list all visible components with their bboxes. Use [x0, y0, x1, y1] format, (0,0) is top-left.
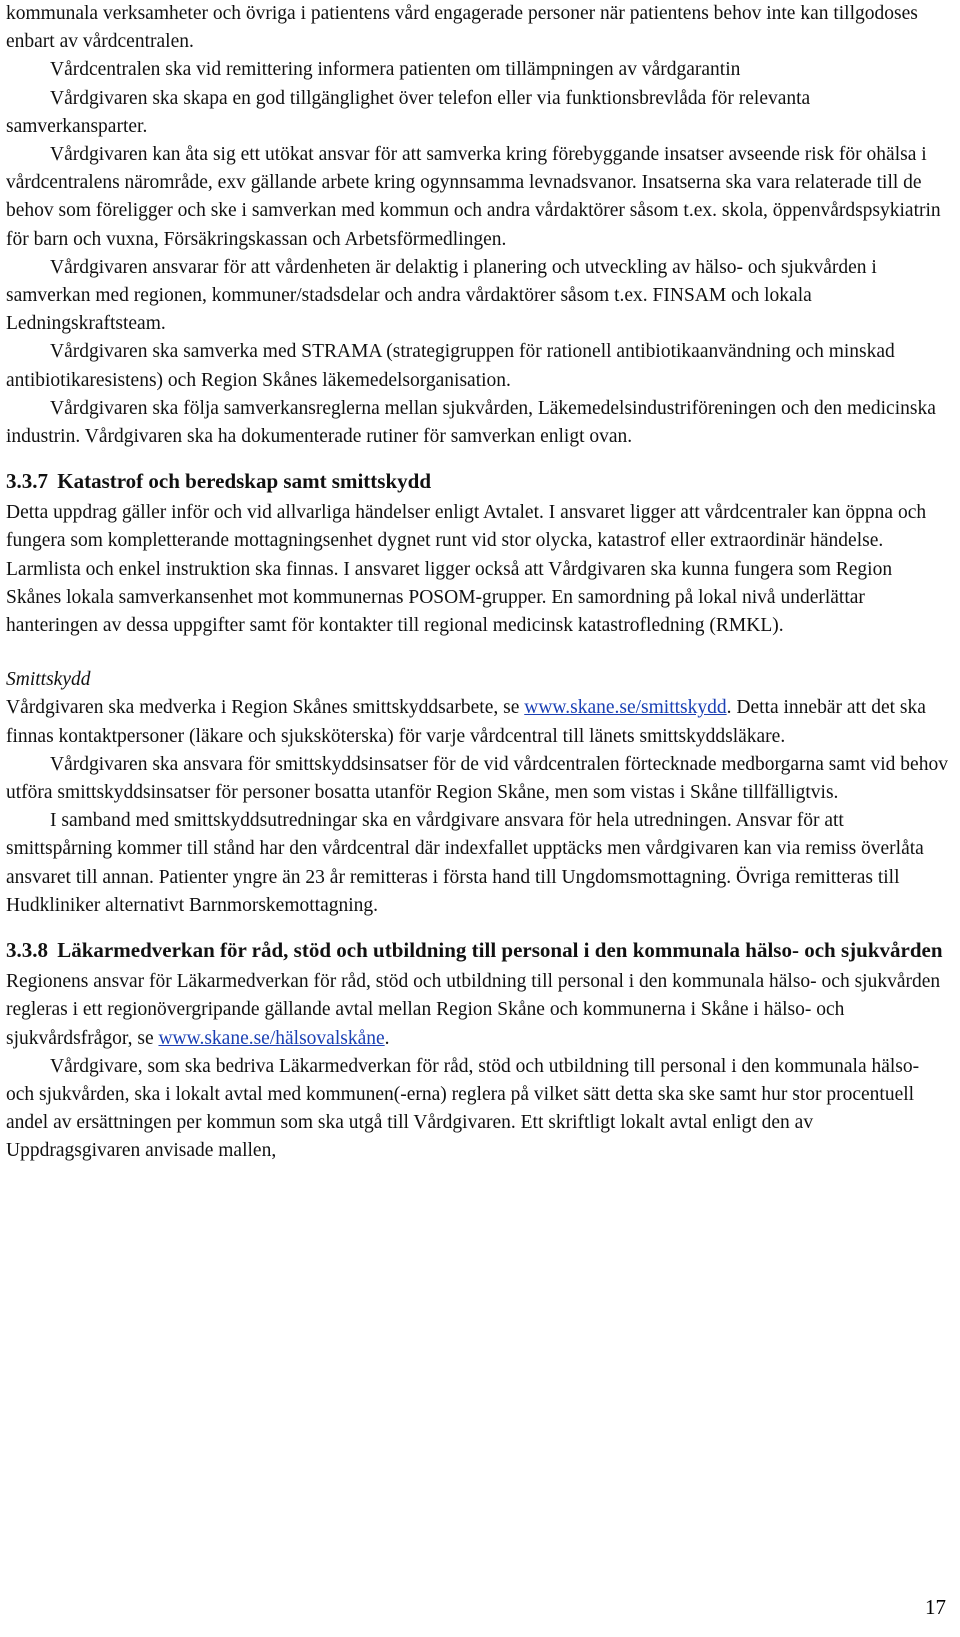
section-338-paragraph-1 [6, 968, 950, 1053]
section-337-paragraph-2 [6, 694, 950, 750]
intro-paragraph-6: Vårdgivaren ska samverka med STRAMA (strategigruppen för rationell antibiotikaanvändning och minskad antibiotikaresistens) och Region Skånes läkemedelsorganisation. [6, 341, 895, 391]
section-number: 3.3.7 [6, 469, 48, 494]
subheading-smittskydd: Smittskydd [6, 669, 91, 691]
section-337-paragraph-1: Detta uppdrag gäller inför och vid allvarliga händelser enligt Avtalet. I ansvaret ligger att vårdcentraler kan öppna och fungera som kompletterande mottagningsenhet dygnet runt vid stor olycka, katastrof eller extraordinär händelse. Larmlista och enkel instruktion ska finnas. I ansvaret ligger också att Vårdgivaren ska kunna fungera som Region Skånes lokala samverkansenhet mot kommunernas POSOM-grupper. En samordning på lokal nivå underlättar hanteringen av dessa uppgifter samt för kontakter till regional medicinsk katastrofledning (RMKL). [6, 502, 927, 637]
intro-paragraph-7: Vårdgivaren ska följa samverkansreglerna mellan sjukvården, Läkemedelsindustriföreningen och den medicinska industrin. Vårdgivaren ska ha dokumenterade rutiner för samverkan enligt ovan. [6, 397, 936, 448]
smittskydd-link[interactable]: www.skane.se/smittskydd [524, 697, 727, 719]
page-number: 17 [925, 1595, 946, 1619]
text-fragment: . [384, 1027, 390, 1049]
section-title: Katastrof och beredskap samt smittskydd [57, 469, 432, 494]
section-title: Läkarmedverkan för råd, stöd och utbildning till personal i den kommunala hälso- och sjukvården [57, 938, 943, 963]
text-fragment: Regionens ansvar för Läkarmedverkan för råd, stöd och utbildning till personal i den kommunala hälso- och sjukvården regleras i ett regionövergripande gällande avtal mellan Region Skåne och kommunerna i Skåne i hälso- och sjukvårdsfrågor, se [6, 971, 941, 1049]
intro-paragraph-2: Vårdcentralen ska vid remittering informera patienten om tillämpningen av vårdgarantin [50, 59, 741, 81]
document-page [6, 0, 950, 1637]
intro-paragraph-1: kommunala verksamheter och övriga i patientens vård engagerade personer när patientens behov inte kan tillgodoses enbart av vårdcentralen. [6, 3, 918, 53]
section-heading-338 [6, 936, 950, 964]
section-337-paragraph-3: Vårdgivaren ska ansvara för smittskyddsinsatser för de vid vårdcentralen förtecknade medborgarna samt vid behov utföra smittskyddsinsatser för personer bosatta utanför Region Skåne, men som vistas i Skåne tillfälligtvis. [6, 753, 948, 804]
text-fragment: Vårdgivaren ska medverka i Region Skånes smittskyddsarbete, se [6, 697, 525, 719]
intro-paragraph-5: Vårdgivaren ansvarar för att vårdenheten är delaktig i planering och utveckling av hälso- och sjukvården i samverkan med regionen, kommuner/stadsdelar och andra vårdaktörer såsom t.ex. FINSAM och lokala Ledningskraftsteam. [6, 256, 877, 335]
halsovalskane-link[interactable]: www.skane.se/hälsovalskåne [158, 1027, 385, 1049]
intro-paragraph-3: Vårdgivaren ska skapa en god tillgänglighet över telefon eller via funktionsbrevlåda för relevanta samverkansparter. [6, 87, 811, 137]
section-338-paragraph-2: Vårdgivare, som ska bedriva Läkarmedverkan för råd, stöd och utbildning till personal i den kommunala hälso- och sjukvården, ska i lokalt avtal med kommunen(-erna) reglera på vilket sätt detta ska ske samt hur stor procentuell andel av ersättningen per kommun som ska utgå till Vårdgivaren. Ett skriftligt lokalt avtal enligt den av Uppdragsgivaren anvisade mallen, [6, 1055, 920, 1162]
intro-paragraph-4: Vårdgivaren kan åta sig ett utökat ansvar för att samverka kring förebyggande insatser avseende risk för ohälsa i vårdcentralens närområde, exv gällande arbete kring ogynnsamma levnadsvanor. Insatserna ska vara relaterade till de behov som föreligger och ske i samverkan med kommun och andra vårdaktörer såsom t.ex. skola, öppenvårdspsykiatrin för barn och vuxna, Försäkringskassan och Arbetsförmedlingen. [6, 144, 941, 250]
section-heading-337 [6, 467, 950, 495]
section-337-paragraph-4: I samband med smittskyddsutredningar ska en vårdgivare ansvara för hela utredningen. Ansvar för att smittspårning kommer till stånd har den vårdcentral där indexfallet upptäcks men vårdgivaren kan via remiss överlåta ansvaret till annan. Patienter yngre än 23 år remitteras i första hand till Ungdomsmottagning. Övriga remitteras till Hudkliniker alternativt Barnmorskemottagning. [6, 810, 924, 916]
section-number: 3.3.8 [6, 938, 48, 963]
text-fragment: . Detta innebär att det ska finnas kontaktpersoner (läkare och sjuksköterska) för varje vårdcentral till länets smittskyddsläkare. [6, 697, 926, 747]
